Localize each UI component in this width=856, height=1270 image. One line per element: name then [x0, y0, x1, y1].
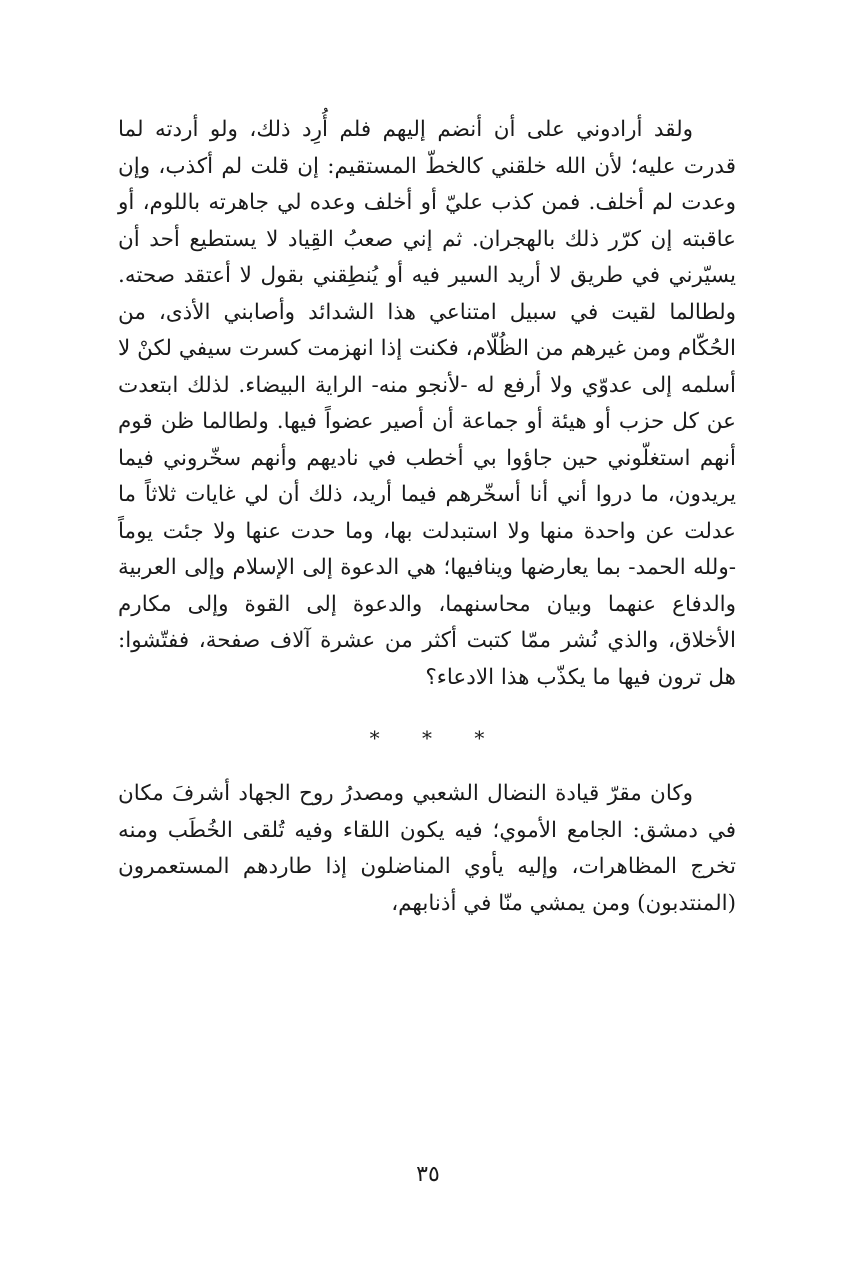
- section-divider: * * *: [369, 726, 503, 750]
- page-number: ٣٥: [416, 1162, 440, 1187]
- paragraph-2: وكان مقرّ قيادة النضال الشعبي ومصدرُ روح الجهاد أشرفَ مكان في دمشق: الجامع الأموي؛ فيه يكون اللقاء وفيه تُلقى الخُطَب ومنه تخرج المظاهرات، وإليه يأوي المناضلون إذا طاردهم المستعمرون (المنتدبون) ومن يمشي منّا في أذنابهم،: [118, 781, 736, 916]
- page-body: [118, 112, 736, 922]
- paragraph-1: ولقد أرادوني على أن أنضم إليهم فلم أُرِد ذلك، ولو أردته لما قدرت عليه؛ لأن الله خلقني كالخطّ المستقيم: إن قلت لم أكذب، وإن وعدت لم أخلف. فمن كذب عليّ أو أخلف وعده لي جاهرته باللوم، أو عاقبته إن كرّر ذلك بالهجران. ثم إني صعبُ القِياد لا يستطيع أحد أن يسيّرني في طريق لا أريد السير فيه أو يُنطِقني بقول لا أعتقد صحته. ولطالما لقيت في سبيل امتناعي هذا الشدائد وأصابني الأذى، من الحُكّام ومن غيرهم من الظُلّام، فكنت إذا انهزمت كسرت سيفي لكنْ لا أسلمه إلى عدوّي ولا أرفع له -لأنجو منه- الراية البيضاء. لذلك ابتعدت عن كل حزب أو هيئة أو جماعة أن أصير عضواً فيها. ولطالما ظن قوم أنهم استغلّوني حين جاؤوا بي أخطب في ناديهم وأنهم سخّروني فيما يريدون، ما دروا أني أنا أسخّرهم فيما أريد، ذلك أن لي غايات ثلاثاً ما عدلت عن واحدة منها ولا استبدلت بها، وما حدت عنها ولا جئت يوماً -ولله الحمد- بما يعارضها وينافيها؛ هي الدعوة إلى الإسلام وإلى العربية والدفاع عنهما وبيان محاسنهما، والدعوة إلى القوة وإلى مكارم الأخلاق، والذي نُشر ممّا كتبت أكثر من عشرة آلاف صفحة، ففتّشوا: هل ترون فيها ما يكذّب هذا الادعاء؟: [118, 117, 737, 690]
